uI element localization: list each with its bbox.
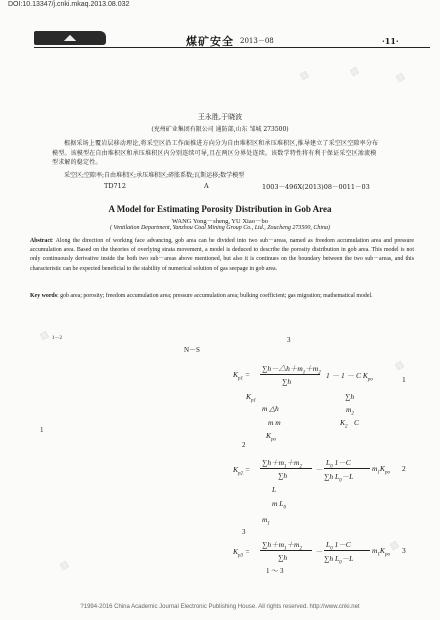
- body-fragment: 2: [242, 441, 246, 449]
- cn-keywords: 采空区;空隙率;自由堆积区;承压堆积区;碎胀系数;瓦斯运移;数学模型: [64, 172, 245, 179]
- definition-symbol: m $L_0$: [272, 499, 286, 511]
- body-fragment: 1: [40, 426, 44, 434]
- header-rule: [34, 47, 430, 48]
- definition-symbol: m △h: [262, 404, 279, 413]
- watermark: ▨: [37, 328, 51, 342]
- equation-3-denominator: ∑h: [278, 553, 288, 562]
- equation-3-lhs: $K_{p3}$ =: [233, 547, 250, 559]
- equation-2-denominator: ∑h: [278, 471, 288, 480]
- body-fragment: 3: [242, 528, 246, 536]
- page-number: ·11·: [382, 36, 399, 46]
- watermark: ▨: [393, 70, 407, 84]
- english-title: A Model for Estimating Porosity Distribution in Gob Area: [108, 204, 332, 214]
- equation-2-fraction-bar-2: [324, 468, 370, 469]
- equation-1-tail: 1 － 1 － C $K_{po}$: [326, 371, 373, 383]
- body-fragment: N－S: [184, 346, 200, 354]
- abstract-label: Abstract: [30, 238, 52, 244]
- definition-symbol: $K_2$: [340, 418, 348, 430]
- equation-3-tail: $m_1K_{po}$: [372, 546, 390, 558]
- journal-name: 煤矿安全: [186, 35, 234, 48]
- definition-symbol: m m: [268, 418, 281, 427]
- definition-symbol: $m_2$: [346, 405, 354, 417]
- keywords-text: : gob area; porosity; freedom accumulation area; pressure accumulation area; bulking coefficient; gas migration; mathematical model.: [57, 293, 373, 299]
- english-keywords: [30, 292, 414, 301]
- brush-stroke-decoration: ◢◣: [34, 31, 106, 45]
- definition-symbol: $K_{po}$: [266, 431, 277, 443]
- english-authors: WANG Yong－sheng, YU Xiao－bo: [172, 218, 268, 225]
- equation-2-minus: －: [315, 465, 323, 474]
- equation-3-minus: －: [315, 547, 323, 556]
- definition-symbol: ∑h: [345, 392, 355, 401]
- equation-3-number: 3: [402, 546, 406, 555]
- equation-1-lhs: $K_{p1}$ =: [233, 370, 250, 382]
- equation-3-fraction-bar-2: [324, 550, 370, 551]
- equation-3-fraction-bar: [260, 550, 312, 551]
- equation-2-denominator-2: ∑h $L_0-L$: [324, 472, 354, 484]
- equation-3-numerator-2: $L_0$ 1－C: [326, 540, 351, 552]
- definition-symbol: $K_{p1}$: [246, 392, 257, 404]
- equation-3-numerator: $\sum h+m_1+m_2$: [262, 540, 302, 552]
- english-affiliation: ( Ventilation Department, Yanzhou Coal Mining Group Co., Ltd., Zoucheng 273500, China): [109, 225, 331, 231]
- equation-2-tail: $m_1K_{po}$: [372, 464, 390, 476]
- keywords-label: Key words: [30, 293, 57, 299]
- clc-number: TD712: [104, 182, 126, 190]
- watermark: ▨: [347, 64, 361, 78]
- abstract-text: : Along the direction of working face advancing, gob area can be divided into two sub－areas, named as freedom accumulation area and pressure accumulation area. Based on the theories of overlying strata movement, a model is deduced to describe the porosity distribution in gob area. This model is not only continuously derivative inside the both two sub－areas above mentioned, but also it is continues on the boundary between the two sub－areas, and this characteristic can be expected beneficial to the stability of numerical solution of gas seepage in gob area.: [30, 238, 414, 272]
- definition-symbol: $m_1$: [262, 515, 270, 527]
- body-fragment: 3: [287, 336, 291, 344]
- equation-2-numerator-2: $L_0$ 1－C: [326, 458, 351, 470]
- equation-2-numerator: $\sum h+m_1+m_2$: [262, 458, 302, 470]
- equation-2-number: 2: [402, 464, 406, 473]
- english-abstract: [30, 237, 414, 274]
- body-fragment: 1－2: [52, 336, 63, 341]
- equation-1-number: 1: [402, 375, 406, 384]
- definition-symbol: L: [272, 485, 277, 494]
- document-code: A: [204, 182, 209, 190]
- equation-2-fraction-bar: [260, 468, 312, 469]
- cn-affiliation: (兖州矿业集团有限公司 通防部,山东 邹城 273500): [151, 126, 289, 133]
- cn-authors: 王永胜,于晓波: [197, 113, 243, 121]
- equation-1-numerator: $\sum h-\triangle h+m_1+m_2$: [262, 364, 321, 376]
- equation-3-denominator-2: ∑h $L_0-L$: [324, 554, 354, 566]
- article-number: 1003－496X(2013)08－0011－03: [262, 183, 370, 191]
- footer-copyright: ?1994-2016 China Academic Journal Electronic Publishing House. All rights reserved. http://www.cnki.net: [80, 604, 360, 610]
- definition-symbol: C: [354, 418, 360, 427]
- equation-1-denominator: ∑h: [282, 377, 292, 386]
- journal-issue: 2013－08: [240, 37, 274, 45]
- watermark: ▨: [387, 538, 401, 552]
- body-fragment: 1 ～ 3: [266, 567, 284, 575]
- equation-2-lhs: $K_{p2}$ =: [233, 465, 250, 477]
- watermark: ▨: [57, 558, 71, 572]
- watermark: ▨: [392, 358, 406, 372]
- doi-line: DOI:10.13347/j.cnki.mkaq.2013.08.032: [8, 1, 130, 8]
- cn-abstract: 根据采场上覆岩层移动理论,将采空区沿工作面推进方向分为自由堆积区和承压堆积区,推导建立了采空区空隙率分布模型。该模型在自由堆积区和承压堆积区内分别连续可导,且在两区分界处连续。该数学特性将有利于保证采空区渗流模型求解的稳定性。: [52, 140, 379, 166]
- equation-1-fraction-bar: [260, 374, 320, 375]
- watermark: ▨: [297, 68, 311, 82]
